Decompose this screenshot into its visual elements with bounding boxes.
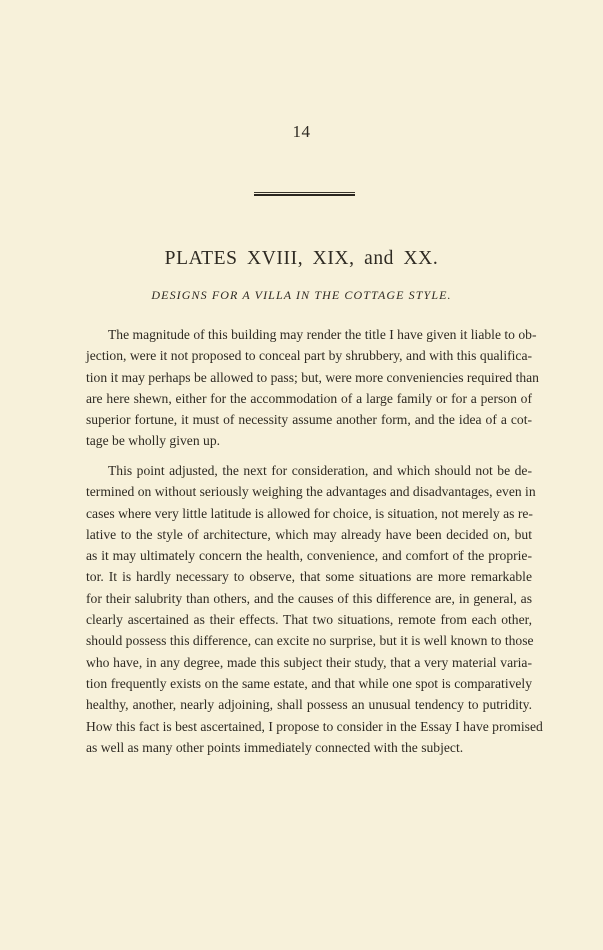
text-line: lative to the style of architecture, which may already have been decided on, but (86, 526, 532, 542)
section-subtitle: DESIGNS FOR A VILLA IN THE COTTAGE STYLE. (151, 288, 452, 302)
text-line: who have, in any degree, made this subject their study, that a very material varia- (86, 654, 532, 670)
text-line: superior fortune, it must of necessity assume another form, and the idea of a cot- (86, 412, 532, 428)
text-line: termined on without seriously weighing the advantages and disadvantages, even in (86, 484, 536, 500)
text-line: as well as many other points immediately connected with the subject. (86, 739, 464, 755)
text-line: are here shewn, either for the accommodation of a large family or for a person of (86, 390, 532, 406)
paragraph-2 (86, 460, 543, 758)
text-line: jection, were it not proposed to conceal part by shrubbery, and with this qualifica- (86, 348, 532, 364)
text-line: for their salubrity than others, and the causes of this difference are, in general, as (86, 590, 532, 606)
page-number: 14 (292, 122, 311, 141)
text-line: tion frequently exists on the same estate, and that while one spot is comparatively (86, 675, 532, 691)
section-title: PLATES XVIII, XIX, and XX. (164, 248, 439, 269)
text-line: cases where very little latitude is allowed for choice, is situation, not merely as re- (86, 505, 533, 521)
text-line: should possess this difference, can excite no surprise, but it is well known to those (86, 633, 534, 649)
text-line: as it may ultimately concern the health, convenience, and comfort of the proprie- (86, 548, 532, 564)
text-line: How this fact is best ascertained, I propose to consider in the Essay I have promised (86, 718, 543, 734)
text-line: tion it may perhaps be allowed to pass; but, were more conveniencies required than (86, 369, 539, 385)
text-line: clearly ascertained as their effects. That two situations, remote from each other, (86, 612, 532, 628)
rule-line-thin (254, 192, 355, 193)
rule-line-thick (254, 194, 355, 196)
text-line: This point adjusted, the next for consideration, and which should not be de- (108, 463, 532, 478)
text-line: The magnitude of this building may render the title I have given it liable to ob- (108, 327, 537, 342)
text-line: healthy, another, nearly adjoining, shall possess an unusual tendency to putridity. (86, 697, 532, 713)
paragraph-1 (86, 324, 539, 452)
text-line: tor. It is hardly necessary to observe, that some situations are more remarkable (86, 569, 532, 585)
text-line: tage be wholly given up. (86, 433, 221, 449)
double-rule-divider (254, 192, 355, 196)
